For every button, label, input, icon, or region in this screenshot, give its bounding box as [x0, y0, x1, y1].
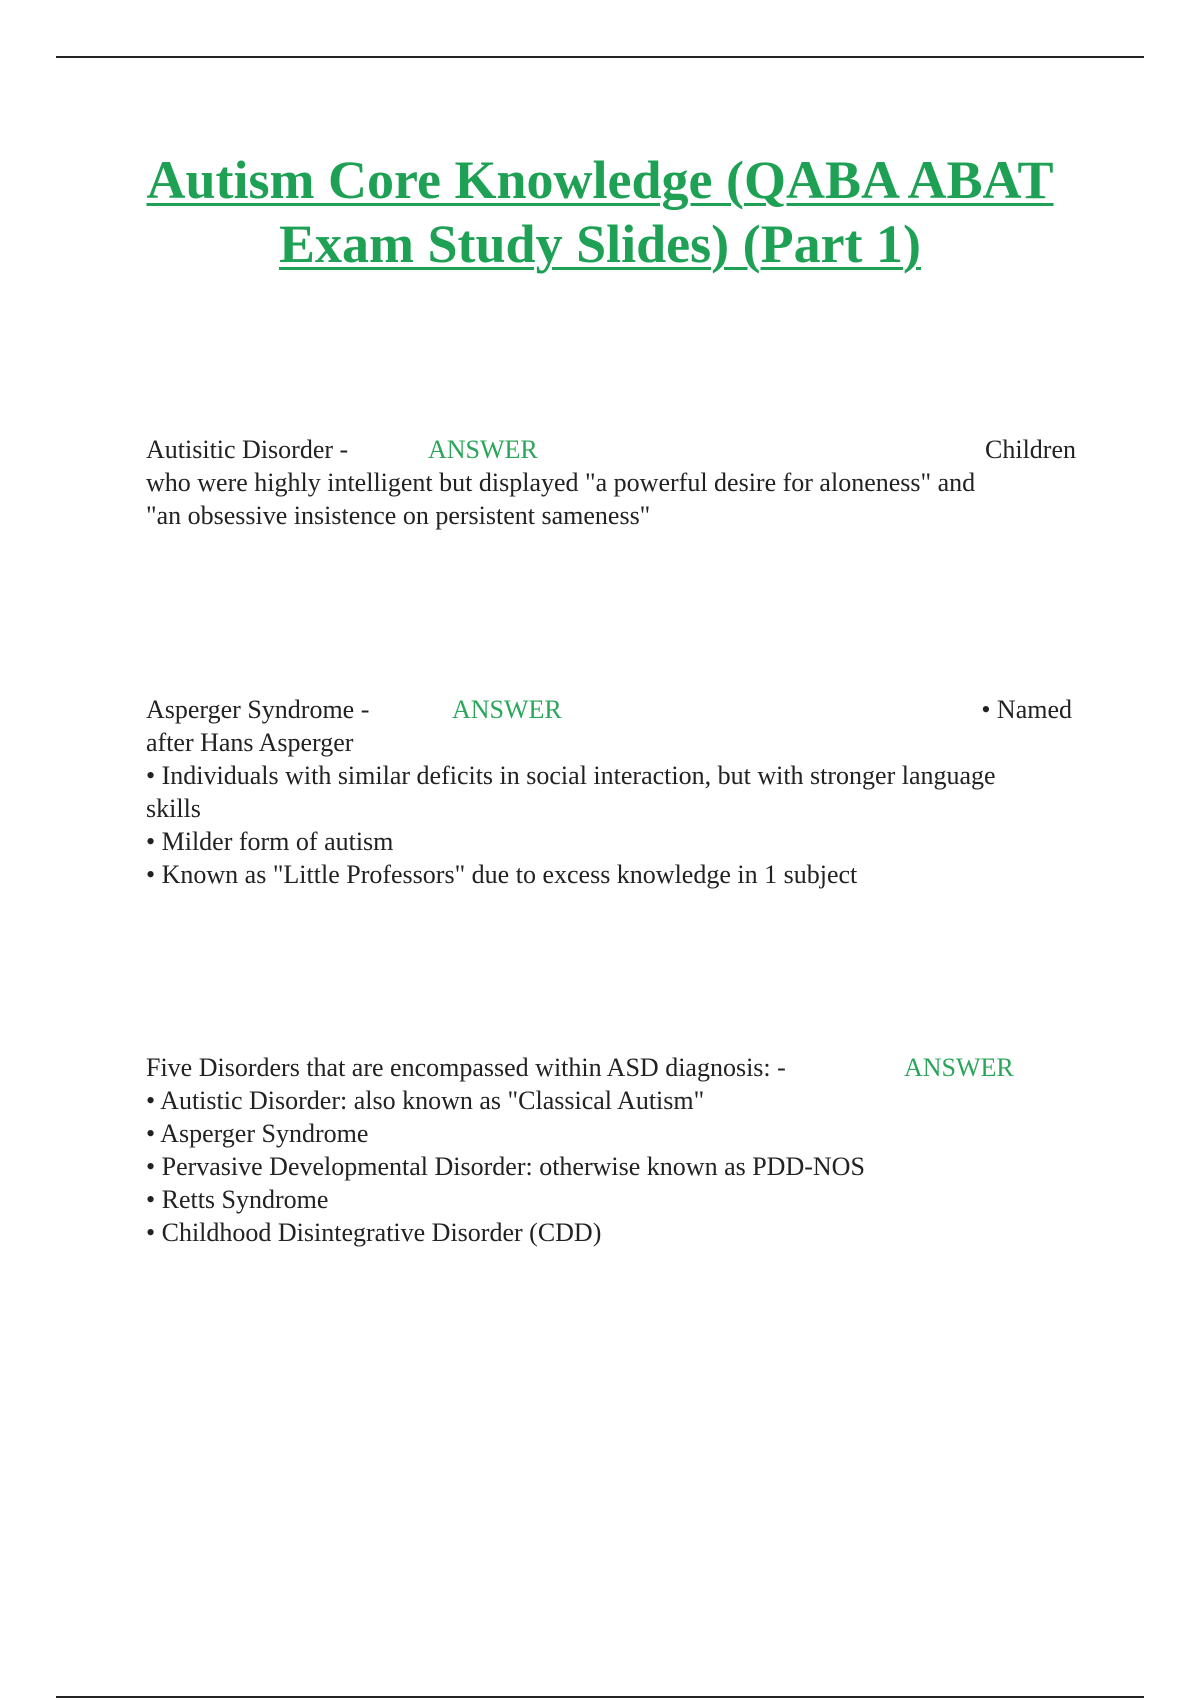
answer-line: • Childhood Disintegrative Disorder (CDD)	[146, 1218, 602, 1247]
answer-line: • Known as "Little Professors" due to excess knowledge in 1 subject	[146, 860, 858, 889]
qa-item-autistic-disorder	[146, 433, 1076, 532]
answer-line: • Asperger Syndrome	[146, 1119, 369, 1148]
qa-first-line	[146, 1051, 1076, 1084]
answer-line: • Retts Syndrome	[146, 1185, 329, 1214]
question-text: Five Disorders that are encompassed within ASD diagnosis: -	[146, 1053, 786, 1082]
answer-line: • Individuals with similar deficits in social interaction, but with stronger language	[146, 761, 996, 790]
document-title: Autism Core Knowledge (QABA ABAT Exam Study Slides) (Part 1)	[146, 150, 1054, 274]
answer-line: after Hans Asperger	[146, 728, 354, 757]
answer-line: "an obsessive insistence on persistent sameness"	[146, 501, 651, 530]
answer-label: ANSWER	[428, 435, 538, 464]
answer-label: ANSWER	[452, 695, 562, 724]
qa-item-asperger-syndrome	[146, 693, 1072, 891]
answer-label: ANSWER	[904, 1053, 1014, 1082]
answer-line: who were highly intelligent but displayed "a powerful desire for aloneness" and	[146, 468, 976, 497]
bottom-rule	[56, 1696, 1144, 1698]
answer-line: • Milder form of autism	[146, 827, 394, 856]
answer-first-word: Children	[985, 435, 1076, 464]
answer-first-word: • Named	[981, 695, 1072, 724]
question-text: Asperger Syndrome -	[146, 695, 370, 724]
answer-line: skills	[146, 794, 201, 823]
qa-item-five-disorders	[146, 1051, 1076, 1249]
answer-line: • Autistic Disorder: also known as "Classical Autism"	[146, 1086, 705, 1115]
answer-line: • Pervasive Developmental Disorder: otherwise known as PDD-NOS	[146, 1152, 865, 1181]
qa-first-line	[146, 693, 1072, 726]
qa-first-line	[146, 433, 1076, 466]
top-rule	[56, 56, 1144, 58]
question-text: Autisitic Disorder -	[146, 435, 349, 464]
